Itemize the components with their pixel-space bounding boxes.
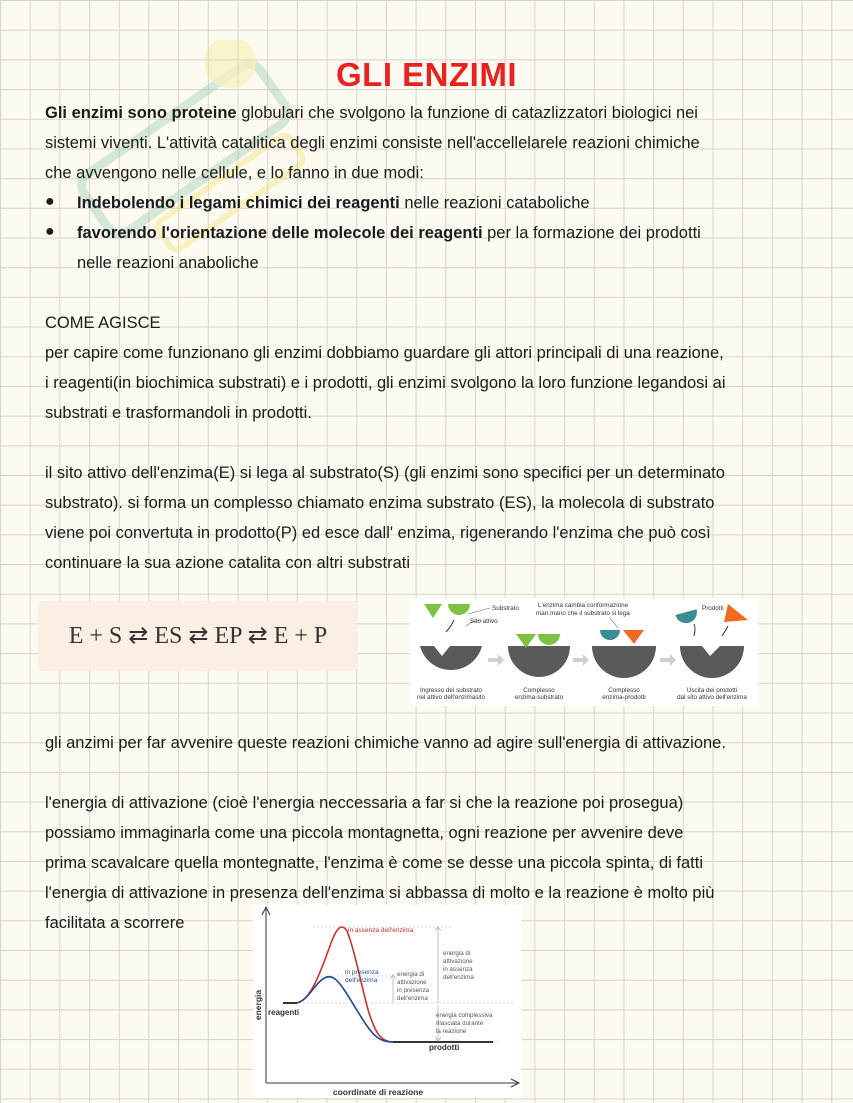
ann-assenza-3: in assenza bbox=[443, 966, 473, 973]
ann-complessiva-2: rilasciata durante bbox=[436, 1020, 484, 1027]
intro-bold: Gli enzimi sono proteine bbox=[45, 104, 237, 122]
substrate-shapes bbox=[424, 604, 470, 618]
bullet-2-bold: favorendo l'orientazione delle molecole dei reagenti bbox=[77, 224, 483, 242]
intro-line-2: sistemi viventi. L'attività catalitica degli enzimi consiste nell'accellelarele reazioni chimiche bbox=[45, 134, 700, 152]
ann-assenza-4: dell'enzima bbox=[443, 974, 474, 981]
ann-presenza-4: dell'enzima bbox=[397, 995, 428, 1002]
label-in-presenza-2: dell'enzima bbox=[345, 977, 378, 984]
label-in-assenza: in assenza dell'enzima bbox=[348, 927, 414, 934]
intro-line-3: che avvengono nelle cellule, e lo fanno in due modi: bbox=[45, 164, 424, 182]
ann-assenza-1: energia di bbox=[443, 950, 471, 957]
caption-2-line-2: enzima-substrato bbox=[514, 694, 564, 701]
label-prodotti: Prodotti bbox=[702, 605, 724, 612]
caption-1-line-2: nel attivo dell'enzimasito bbox=[416, 694, 486, 701]
para2-line-2: substrato). si forma un complesso chiamato enzima substrato (ES), la molecola di substrato bbox=[45, 494, 715, 512]
ann-presenza-1: energia di bbox=[397, 971, 425, 978]
ann-assenza-2: attivazione bbox=[443, 958, 473, 965]
para3: gli anzimi per far avvenire queste reazioni chimiche vanno ad agire sull'energia di attivazione. bbox=[45, 734, 726, 752]
label-substrato: Substrato bbox=[492, 605, 519, 612]
para2-line-3: viene poi convertuta in prodotto(P) ed esce dall' enzima, rigenerando l'enzima che può così bbox=[45, 524, 711, 542]
enzyme-shape-1 bbox=[420, 646, 482, 670]
section-heading: COME AGISCE bbox=[45, 314, 161, 332]
bullet-2-rest: per la formazione dei prodotti bbox=[482, 224, 701, 242]
para4-line-2: possiamo immaginarla come una piccola montagnetta, ogni reazione per avvenire deve bbox=[45, 824, 684, 842]
y-axis-label: energia bbox=[253, 989, 263, 1021]
page-title: GLI ENZIMI bbox=[336, 56, 517, 93]
bullet-2-continuation: nelle reazioni anaboliche bbox=[77, 254, 259, 272]
caption-3-line-1: Complesso bbox=[608, 687, 640, 694]
intro-line-1-rest: globulari che svolgono la funzione di catazlizzatori biologici nei bbox=[236, 104, 698, 122]
equation-text: E + S ⇄ ES ⇄ EP ⇄ E + P bbox=[68, 623, 328, 649]
bullet-marker: ● bbox=[45, 193, 55, 210]
para1-line-2: i reagenti(in biochimica substrati) e i prodotti, gli enzimi svolgono la loro funzione legandosi ai bbox=[45, 374, 726, 392]
ann-presenza-2: attivazione bbox=[397, 979, 427, 986]
label-in-presenza-1: in presenza bbox=[345, 969, 379, 976]
bullet-item-1 bbox=[77, 193, 590, 213]
activation-energy-diagram bbox=[253, 905, 521, 1098]
para4-line-1: l'energia di attivazione (cioè l'energia neccessaria a far si che la reazione poi prosegua) bbox=[45, 794, 684, 812]
caption-3-line-2: enzima-prodotti bbox=[602, 694, 646, 701]
bullet-marker: ● bbox=[45, 223, 55, 240]
para4-line-5: facilitata a scorrere bbox=[45, 914, 185, 932]
bullet-item-2 bbox=[77, 223, 701, 243]
label-conformazione-2: man mano che il substrato si lega bbox=[536, 610, 630, 617]
caption-2-line-1: Complesso bbox=[523, 687, 555, 694]
para2-line-1: il sito attivo dell'enzima(E) si lega al substrato(S) (gli enzimi sono specifici per un determinato bbox=[45, 464, 725, 482]
label-conformazione-1: L'enzima cambia conformazione bbox=[538, 602, 629, 609]
para4-line-4: l'energia di attivazione in presenza dell'enzima si abbassa di molto e la reazione è molto più bbox=[45, 884, 715, 902]
intro-line-1 bbox=[45, 103, 698, 123]
bullet-1-bold: Indebolendo i legami chimici dei reagenti bbox=[77, 194, 400, 212]
label-prodotti: prodotti bbox=[429, 1043, 460, 1052]
x-axis-label: coordinate di reazione bbox=[332, 1087, 424, 1097]
ann-presenza-3: in presenza bbox=[397, 987, 429, 994]
enzyme-mechanism-diagram bbox=[410, 598, 758, 706]
ann-complessiva-1: energia complessiva bbox=[436, 1012, 493, 1019]
para2-line-4: continuare la sua azione catalita con altri substrati bbox=[45, 554, 411, 572]
label-sito-attivo: Sito attivo bbox=[470, 618, 498, 625]
caption-1-line-1: Ingresso del substrato bbox=[420, 687, 482, 694]
ann-complessiva-3: la reazione bbox=[436, 1028, 467, 1035]
bullet-1-rest: nelle reazioni cataboliche bbox=[399, 194, 590, 212]
label-reagenti: reagenti bbox=[268, 1008, 300, 1017]
caption-4-line-2: dal sito attivo dell'enzima bbox=[677, 694, 747, 701]
para1-line-3: substrati e trasformandoli in prodotti. bbox=[45, 404, 312, 422]
equation-image bbox=[38, 601, 358, 671]
para1-line-1: per capire come funzionano gli enzimi dobbiamo guardare gli attori principali di una reazione, bbox=[45, 344, 724, 362]
caption-4-line-1: Uscita dei prodotti bbox=[686, 687, 738, 694]
para4-line-3: prima scavalcare quella montegnatte, l'enzima è come se desse una piccola spinta, di fatti bbox=[45, 854, 704, 872]
